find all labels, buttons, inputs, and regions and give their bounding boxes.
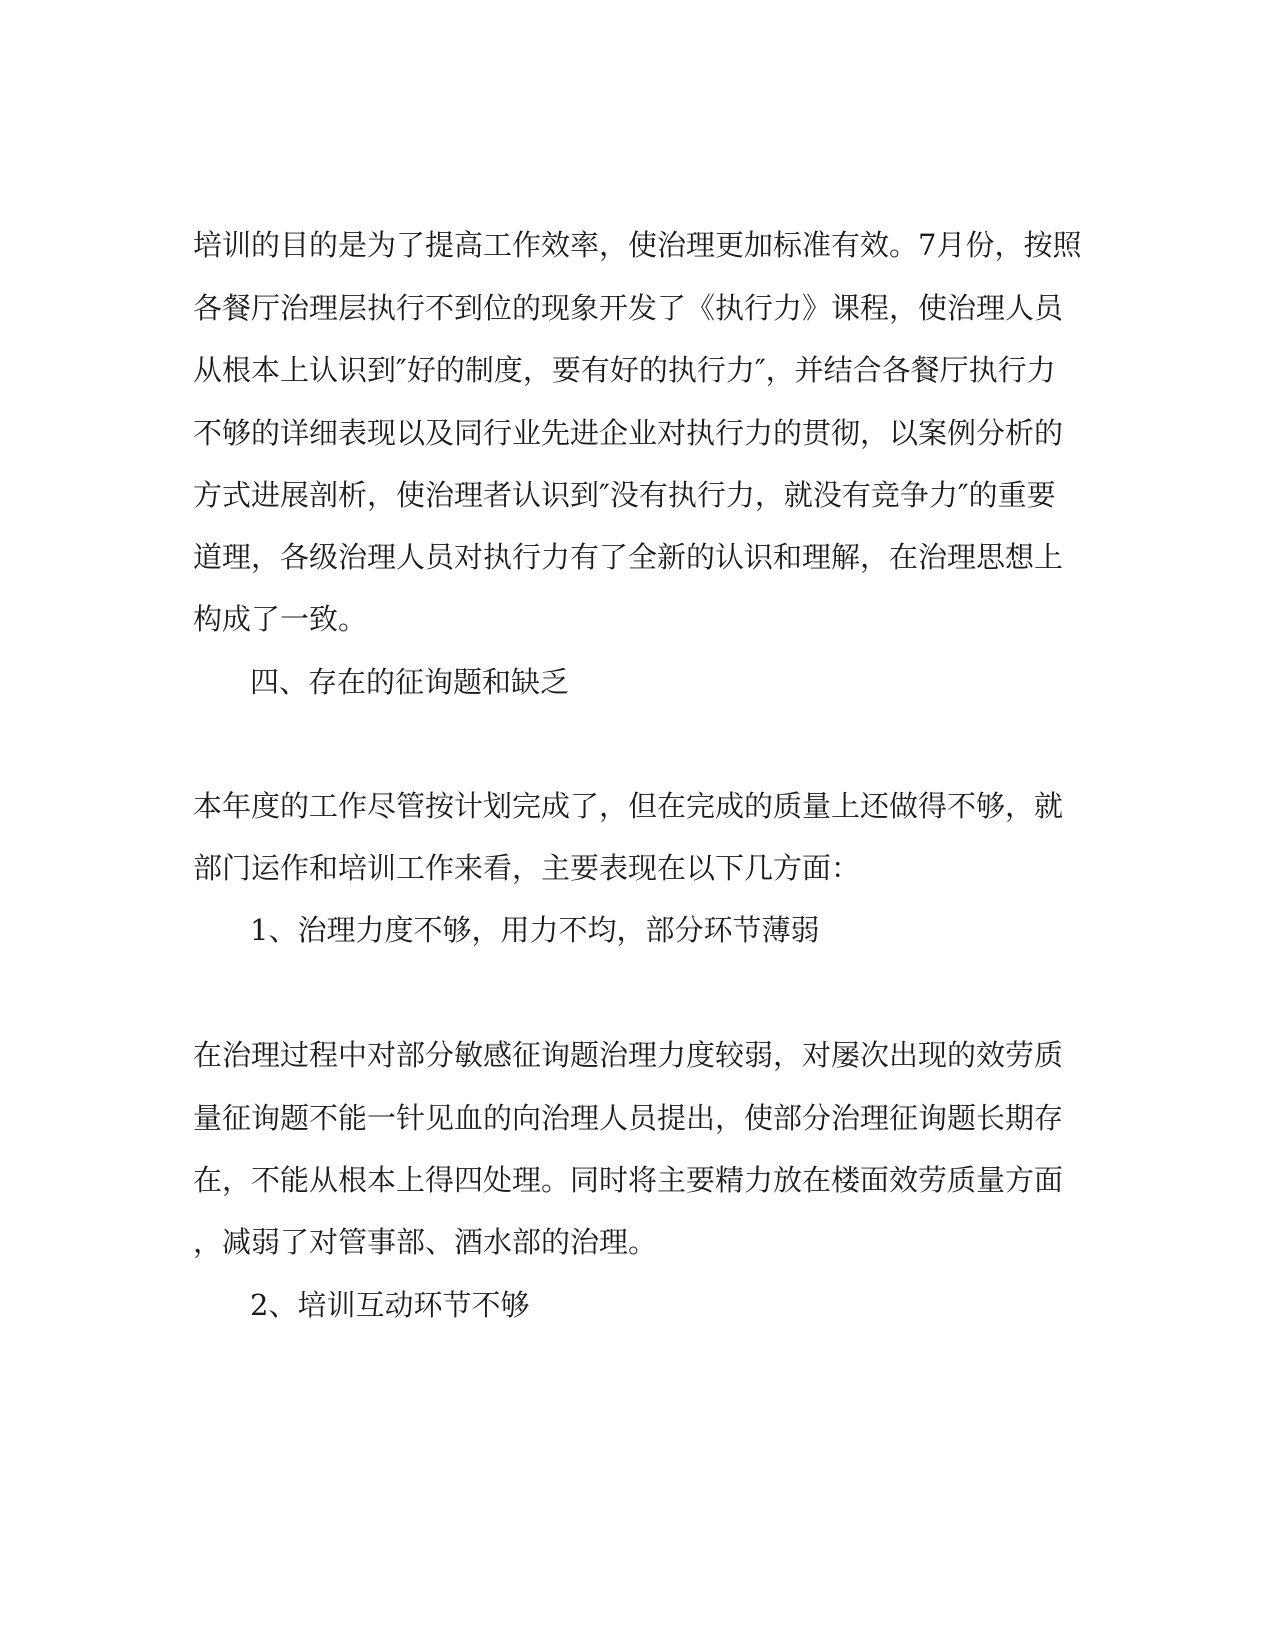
paragraph-1-line-5: 方式进展剖析，使治理者认识到″没有执行力，就没有竞争力″的重要 xyxy=(193,478,1056,512)
paragraph-2-line-2: 部门运作和培训工作来看，主要表现在以下几方面： xyxy=(193,851,861,885)
paragraph-1-line-2: 各餐厅治理层执行不到位的现象开发了《执行力》课程，使治理人员 xyxy=(193,291,1064,325)
paragraph-1-line-1: 培训的目的是为了提高工作效率，使治理更加标准有效。7月份，按照 xyxy=(193,228,1082,262)
paragraph-3-line-1: 在治理过程中对部分敏感征询题治理力度较弱，对屡次出现的效劳质 xyxy=(193,1038,1064,1072)
paragraph-3-line-3: 在，不能从根本上得四处理。同时将主要精力放在楼面效劳质量方面 xyxy=(193,1163,1064,1197)
paragraph-1-line-3: 从根本上认识到″好的制度，要有好的执行力″，并结合各餐厅执行力 xyxy=(193,353,1056,387)
paragraph-1-line-7: 构成了一致。 xyxy=(193,602,368,636)
list-item-2-heading: 2、培训互动环节不够 xyxy=(250,1288,530,1322)
paragraph-3-line-2: 量征询题不能一针见血的向治理人员提出，使部分治理征询题长期存 xyxy=(193,1101,1064,1135)
list-item-1-heading: 1、治理力度不够，用力不均，部分环节薄弱 xyxy=(250,913,820,947)
paragraph-2-line-1: 本年度的工作尽管按计划完成了，但在完成的质量上还做得不够，就 xyxy=(193,789,1064,823)
paragraph-1-line-4: 不够的详细表现以及同行业先进企业对执行力的贯彻，以案例分析的 xyxy=(193,416,1064,450)
paragraph-1-line-6: 道理，各级治理人员对执行力有了全新的认识和理解，在治理思想上 xyxy=(193,540,1064,574)
paragraph-3-line-4: ，减弱了对管事部、酒水部的治理。 xyxy=(193,1225,658,1259)
section-heading-4: 四、存在的征询题和缺乏 xyxy=(250,665,570,699)
